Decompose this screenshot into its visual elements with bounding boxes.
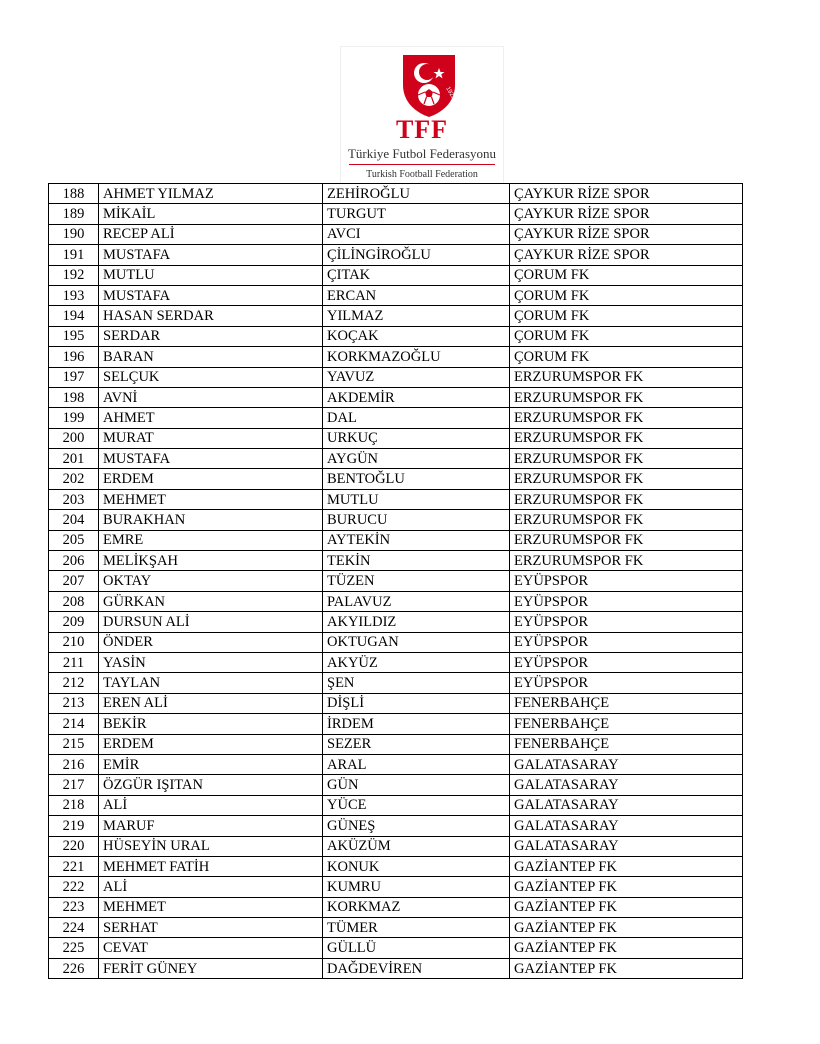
table-row xyxy=(49,714,743,734)
player-number-cell: 201 xyxy=(49,449,99,469)
first-name-cell: MEHMET FATİH xyxy=(99,856,323,876)
first-name-cell: MEHMET xyxy=(99,489,323,509)
first-name-cell: ERDEM xyxy=(99,734,323,754)
club-cell: ERZURUMSPOR FK xyxy=(510,387,743,407)
player-number-cell: 217 xyxy=(49,775,99,795)
player-number-cell: 214 xyxy=(49,714,99,734)
player-number-cell: 190 xyxy=(49,224,99,244)
table-row xyxy=(49,795,743,815)
first-name-cell: DURSUN ALİ xyxy=(99,612,323,632)
player-number-cell: 219 xyxy=(49,816,99,836)
first-name-cell: MARUF xyxy=(99,816,323,836)
first-name-cell: EREN ALİ xyxy=(99,693,323,713)
last-name-cell: TÜZEN xyxy=(323,571,510,591)
first-name-cell: TAYLAN xyxy=(99,673,323,693)
player-number-cell: 215 xyxy=(49,734,99,754)
player-number-cell: 218 xyxy=(49,795,99,815)
player-number-cell: 199 xyxy=(49,408,99,428)
club-cell: ÇORUM FK xyxy=(510,306,743,326)
player-number-cell: 207 xyxy=(49,571,99,591)
table-row xyxy=(49,184,743,204)
club-cell: GALATASARAY xyxy=(510,836,743,856)
emblem-year: 1923 xyxy=(444,86,457,101)
last-name-cell: ÇITAK xyxy=(323,265,510,285)
last-name-cell: YILMAZ xyxy=(323,306,510,326)
federation-name-tr: Türkiye Futbol Federasyonu xyxy=(347,146,497,161)
club-cell: ÇORUM FK xyxy=(510,285,743,305)
club-cell: ERZURUMSPOR FK xyxy=(510,551,743,571)
tff-logo-text: TFF xyxy=(395,115,449,144)
first-name-cell: EMRE xyxy=(99,530,323,550)
table-row xyxy=(49,204,743,224)
club-cell: GALATASARAY xyxy=(510,816,743,836)
first-name-cell: HÜSEYİN URAL xyxy=(99,836,323,856)
last-name-cell: URKUÇ xyxy=(323,428,510,448)
first-name-cell: YASİN xyxy=(99,652,323,672)
last-name-cell: DAĞDEVİREN xyxy=(323,958,510,978)
table-row xyxy=(49,938,743,958)
tff-logo xyxy=(340,46,504,184)
last-name-cell: ZEHİROĞLU xyxy=(323,184,510,204)
first-name-cell: ÖNDER xyxy=(99,632,323,652)
last-name-cell: ÇİLİNGİROĞLU xyxy=(323,245,510,265)
table-row xyxy=(49,428,743,448)
player-number-cell: 195 xyxy=(49,326,99,346)
club-cell: ERZURUMSPOR FK xyxy=(510,510,743,530)
player-number-cell: 226 xyxy=(49,958,99,978)
club-cell: ÇORUM FK xyxy=(510,326,743,346)
last-name-cell: KORKMAZ xyxy=(323,897,510,917)
club-cell: ÇAYKUR RİZE SPOR xyxy=(510,224,743,244)
first-name-cell: MELİKŞAH xyxy=(99,551,323,571)
table-row xyxy=(49,306,743,326)
last-name-cell: AYTEKİN xyxy=(323,530,510,550)
first-name-cell: SELÇUK xyxy=(99,367,323,387)
table-row xyxy=(49,693,743,713)
player-number-cell: 211 xyxy=(49,652,99,672)
table-row xyxy=(49,734,743,754)
club-cell: GAZİANTEP FK xyxy=(510,958,743,978)
club-cell: GAZİANTEP FK xyxy=(510,877,743,897)
last-name-cell: GÜLLÜ xyxy=(323,938,510,958)
club-cell: EYÜPSPOR xyxy=(510,612,743,632)
club-cell: FENERBAHÇE xyxy=(510,693,743,713)
first-name-cell: EMİR xyxy=(99,754,323,774)
club-cell: ERZURUMSPOR FK xyxy=(510,489,743,509)
player-table-body xyxy=(49,184,743,979)
last-name-cell: AKÜZÜM xyxy=(323,836,510,856)
player-number-cell: 198 xyxy=(49,387,99,407)
club-cell: EYÜPSPOR xyxy=(510,673,743,693)
club-cell: ERZURUMSPOR FK xyxy=(510,428,743,448)
first-name-cell: ÖZGÜR IŞITAN xyxy=(99,775,323,795)
club-cell: GALATASARAY xyxy=(510,775,743,795)
last-name-cell: ŞEN xyxy=(323,673,510,693)
player-number-cell: 202 xyxy=(49,469,99,489)
first-name-cell: GÜRKAN xyxy=(99,591,323,611)
club-cell: EYÜPSPOR xyxy=(510,652,743,672)
first-name-cell: AVNİ xyxy=(99,387,323,407)
club-cell: ÇORUM FK xyxy=(510,347,743,367)
first-name-cell: BURAKHAN xyxy=(99,510,323,530)
player-number-cell: 206 xyxy=(49,551,99,571)
first-name-cell: CEVAT xyxy=(99,938,323,958)
club-cell: ERZURUMSPOR FK xyxy=(510,449,743,469)
last-name-cell: KONUK xyxy=(323,856,510,876)
last-name-cell: PALAVUZ xyxy=(323,591,510,611)
last-name-cell: DAL xyxy=(323,408,510,428)
last-name-cell: ARAL xyxy=(323,754,510,774)
last-name-cell: BENTOĞLU xyxy=(323,469,510,489)
table-row xyxy=(49,510,743,530)
player-number-cell: 200 xyxy=(49,428,99,448)
last-name-cell: TÜMER xyxy=(323,918,510,938)
last-name-cell: AKYILDIZ xyxy=(323,612,510,632)
first-name-cell: MUSTAFA xyxy=(99,285,323,305)
last-name-cell: AVCI xyxy=(323,224,510,244)
player-number-cell: 194 xyxy=(49,306,99,326)
first-name-cell: ALİ xyxy=(99,795,323,815)
player-number-cell: 191 xyxy=(49,245,99,265)
club-cell: ERZURUMSPOR FK xyxy=(510,530,743,550)
table-row xyxy=(49,469,743,489)
player-number-cell: 213 xyxy=(49,693,99,713)
last-name-cell: KUMRU xyxy=(323,877,510,897)
table-row xyxy=(49,285,743,305)
club-cell: EYÜPSPOR xyxy=(510,632,743,652)
table-row xyxy=(49,652,743,672)
table-row xyxy=(49,449,743,469)
table-row xyxy=(49,775,743,795)
player-number-cell: 220 xyxy=(49,836,99,856)
table-row xyxy=(49,367,743,387)
player-number-cell: 223 xyxy=(49,897,99,917)
last-name-cell: KOÇAK xyxy=(323,326,510,346)
first-name-cell: MEHMET xyxy=(99,897,323,917)
last-name-cell: YAVUZ xyxy=(323,367,510,387)
club-cell: GAZİANTEP FK xyxy=(510,897,743,917)
table-row xyxy=(49,347,743,367)
club-cell: ERZURUMSPOR FK xyxy=(510,367,743,387)
last-name-cell: AKDEMİR xyxy=(323,387,510,407)
first-name-cell: BARAN xyxy=(99,347,323,367)
club-cell: EYÜPSPOR xyxy=(510,591,743,611)
club-cell: ERZURUMSPOR FK xyxy=(510,408,743,428)
first-name-cell: ALİ xyxy=(99,877,323,897)
table-row xyxy=(49,591,743,611)
player-number-cell: 193 xyxy=(49,285,99,305)
player-number-cell: 210 xyxy=(49,632,99,652)
club-cell: ERZURUMSPOR FK xyxy=(510,469,743,489)
player-number-cell: 189 xyxy=(49,204,99,224)
last-name-cell: DİŞLİ xyxy=(323,693,510,713)
federation-name-en: Turkish Football Federation xyxy=(366,169,478,180)
club-cell: ÇAYKUR RİZE SPOR xyxy=(510,245,743,265)
table-row xyxy=(49,571,743,591)
last-name-cell: TEKİN xyxy=(323,551,510,571)
table-row xyxy=(49,387,743,407)
table-row xyxy=(49,551,743,571)
tff-emblem-icon xyxy=(399,51,459,119)
first-name-cell: MUSTAFA xyxy=(99,245,323,265)
club-cell: GAZİANTEP FK xyxy=(510,856,743,876)
table-row xyxy=(49,530,743,550)
last-name-cell: AKYÜZ xyxy=(323,652,510,672)
player-table xyxy=(48,183,743,979)
player-number-cell: 204 xyxy=(49,510,99,530)
last-name-cell: GÜN xyxy=(323,775,510,795)
table-row xyxy=(49,326,743,346)
club-cell: GAZİANTEP FK xyxy=(510,918,743,938)
table-row xyxy=(49,958,743,978)
header-divider xyxy=(349,164,495,165)
table-row xyxy=(49,856,743,876)
first-name-cell: SERDAR xyxy=(99,326,323,346)
first-name-cell: RECEP ALİ xyxy=(99,224,323,244)
table-row xyxy=(49,632,743,652)
first-name-cell: BEKİR xyxy=(99,714,323,734)
last-name-cell: TURGUT xyxy=(323,204,510,224)
table-row xyxy=(49,673,743,693)
club-cell: ÇORUM FK xyxy=(510,265,743,285)
last-name-cell: GÜNEŞ xyxy=(323,816,510,836)
table-row xyxy=(49,816,743,836)
first-name-cell: AHMET xyxy=(99,408,323,428)
player-number-cell: 216 xyxy=(49,754,99,774)
player-number-cell: 203 xyxy=(49,489,99,509)
first-name-cell: SERHAT xyxy=(99,918,323,938)
table-row xyxy=(49,245,743,265)
last-name-cell: YÜCE xyxy=(323,795,510,815)
player-number-cell: 197 xyxy=(49,367,99,387)
table-row xyxy=(49,918,743,938)
player-number-cell: 225 xyxy=(49,938,99,958)
table-row xyxy=(49,408,743,428)
player-number-cell: 212 xyxy=(49,673,99,693)
last-name-cell: MUTLU xyxy=(323,489,510,509)
first-name-cell: MURAT xyxy=(99,428,323,448)
table-row xyxy=(49,224,743,244)
player-number-cell: 208 xyxy=(49,591,99,611)
last-name-cell: ERCAN xyxy=(323,285,510,305)
first-name-cell: HASAN SERDAR xyxy=(99,306,323,326)
table-row xyxy=(49,897,743,917)
player-number-cell: 188 xyxy=(49,184,99,204)
table-row xyxy=(49,265,743,285)
player-number-cell: 205 xyxy=(49,530,99,550)
player-number-cell: 196 xyxy=(49,347,99,367)
table-row xyxy=(49,877,743,897)
club-cell: GAZİANTEP FK xyxy=(510,938,743,958)
first-name-cell: MUSTAFA xyxy=(99,449,323,469)
club-cell: FENERBAHÇE xyxy=(510,734,743,754)
table-row xyxy=(49,754,743,774)
document-header xyxy=(0,0,820,182)
last-name-cell: AYGÜN xyxy=(323,449,510,469)
table-row xyxy=(49,489,743,509)
club-cell: ÇAYKUR RİZE SPOR xyxy=(510,204,743,224)
table-row xyxy=(49,836,743,856)
player-number-cell: 222 xyxy=(49,877,99,897)
last-name-cell: İRDEM xyxy=(323,714,510,734)
player-number-cell: 192 xyxy=(49,265,99,285)
player-number-cell: 209 xyxy=(49,612,99,632)
first-name-cell: MUTLU xyxy=(99,265,323,285)
last-name-cell: OKTUGAN xyxy=(323,632,510,652)
club-cell: GALATASARAY xyxy=(510,754,743,774)
player-number-cell: 221 xyxy=(49,856,99,876)
first-name-cell: FERİT GÜNEY xyxy=(99,958,323,978)
first-name-cell: MİKAİL xyxy=(99,204,323,224)
first-name-cell: OKTAY xyxy=(99,571,323,591)
last-name-cell: BURUCU xyxy=(323,510,510,530)
table-row xyxy=(49,612,743,632)
last-name-cell: KORKMAZOĞLU xyxy=(323,347,510,367)
player-number-cell: 224 xyxy=(49,918,99,938)
first-name-cell: AHMET YILMAZ xyxy=(99,184,323,204)
club-cell: EYÜPSPOR xyxy=(510,571,743,591)
club-cell: FENERBAHÇE xyxy=(510,714,743,734)
club-cell: ÇAYKUR RİZE SPOR xyxy=(510,184,743,204)
last-name-cell: SEZER xyxy=(323,734,510,754)
first-name-cell: ERDEM xyxy=(99,469,323,489)
club-cell: GALATASARAY xyxy=(510,795,743,815)
